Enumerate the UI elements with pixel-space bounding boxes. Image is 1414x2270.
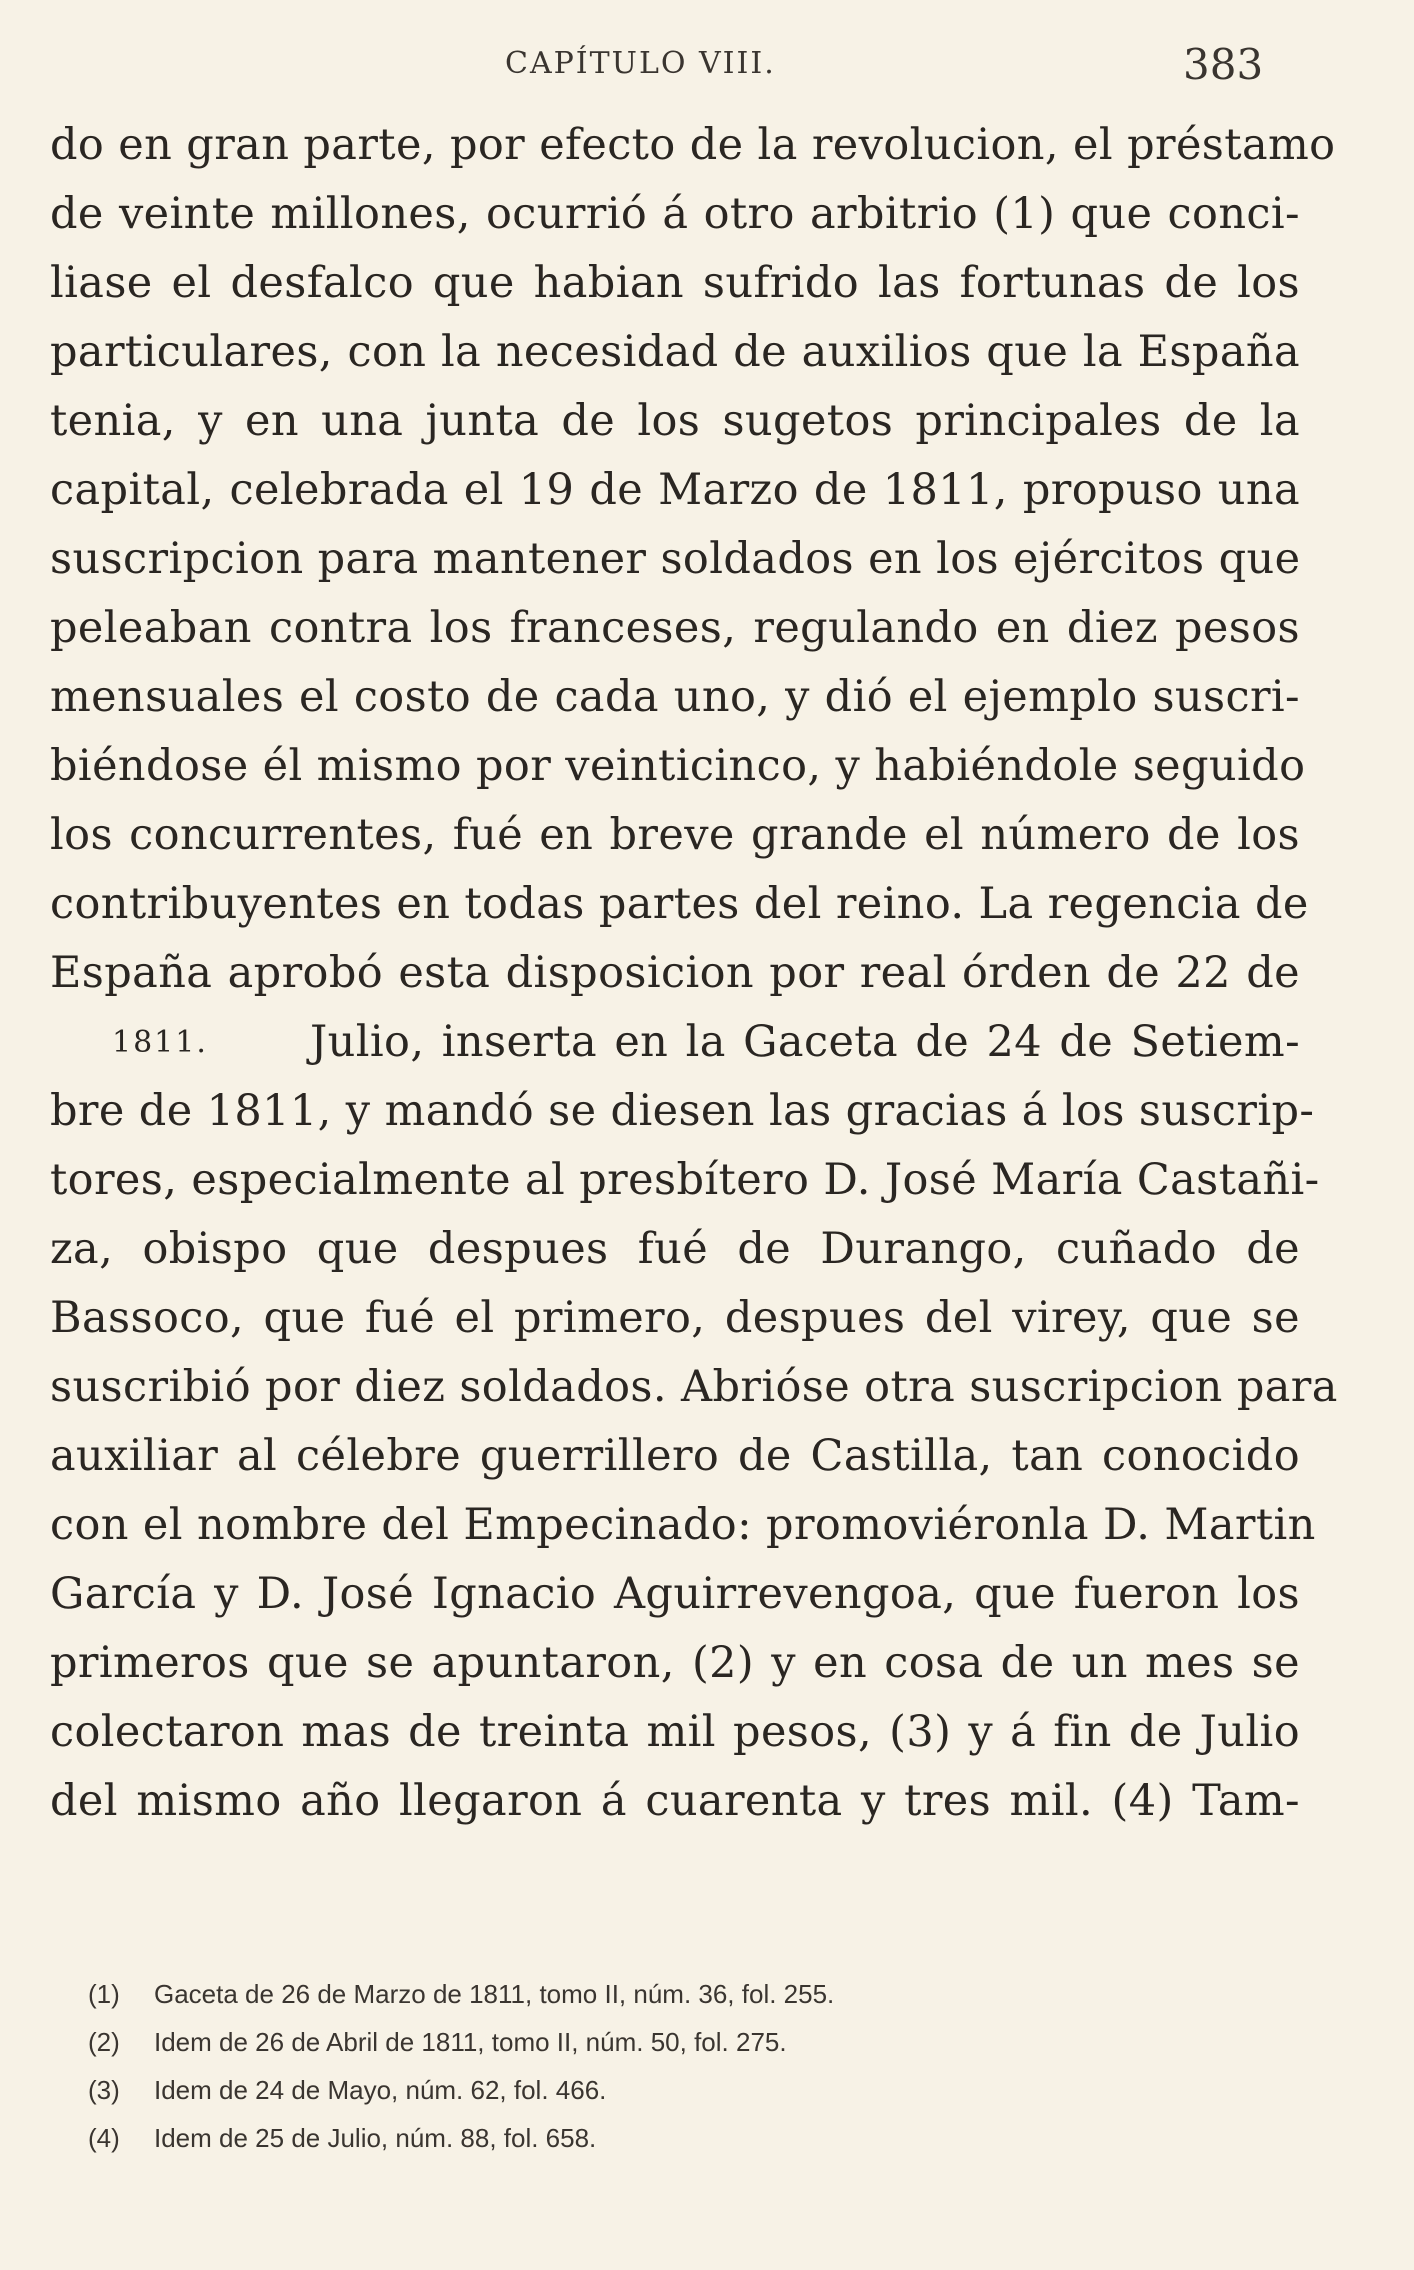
footnote bbox=[88, 2114, 1088, 2162]
text-line: bre de 1811, y mandó se diesen las gracias á los suscrip- bbox=[50, 1086, 1315, 1136]
text-line: García y D. José Ignacio Aguirrevengoa, que fueron los bbox=[50, 1569, 1300, 1619]
text-line: mensuales el costo de cada uno, y dió el ejemplo suscri- bbox=[50, 672, 1300, 722]
text-line: colectaron mas de treinta mil pesos, (3) y á fin de Julio bbox=[50, 1707, 1300, 1757]
text-line: Bassoco, que fué el primero, despues del virey, que se bbox=[50, 1293, 1300, 1343]
footnote-text: Idem de 25 de Julio, núm. 88, fol. 658. bbox=[154, 2123, 597, 2153]
footnote-text: Idem de 24 de Mayo, núm. 62, fol. 466. bbox=[154, 2075, 607, 2105]
text-line: biéndose él mismo por veinticinco, y habiéndole seguido bbox=[50, 741, 1306, 791]
footnote-mark: (2) bbox=[88, 2027, 120, 2057]
footnotes bbox=[88, 1970, 1088, 2162]
footnote bbox=[88, 2066, 1088, 2114]
text-line: liase el desfalco que habian sufrido las fortunas de los bbox=[50, 258, 1300, 308]
text-line: los concurrentes, fué en breve grande el número de los bbox=[50, 810, 1300, 860]
text-line: primeros que se apuntaron, (2) y en cosa de un mes se bbox=[50, 1638, 1300, 1688]
text-line: capital, celebrada el 19 de Marzo de 1811, propuso una bbox=[50, 465, 1300, 515]
text-line: auxiliar al célebre guerrillero de Castilla, tan conocido bbox=[50, 1431, 1300, 1481]
page-header bbox=[0, 40, 1414, 100]
text-line: contribuyentes en todas partes del reino. La regencia de bbox=[50, 879, 1309, 929]
body-text bbox=[50, 111, 1338, 1836]
footnote-mark: (1) bbox=[88, 1979, 120, 2009]
text-line: particulares, con la necesidad de auxilios que la España bbox=[50, 327, 1300, 377]
text-line: tores, especialmente al presbítero D. José María Castañi- bbox=[50, 1155, 1320, 1205]
text-line: tenia, y en una junta de los sugetos principales de la bbox=[50, 396, 1300, 446]
text-line-with-margin-note bbox=[50, 1008, 1300, 1077]
text-line: del mismo año llegaron á cuarenta y tres mil. (4) Tam- bbox=[50, 1776, 1300, 1826]
text-line: peleaban contra los franceses, regulando en diez pesos bbox=[50, 603, 1300, 653]
running-title: CAPÍTULO VIII. bbox=[505, 46, 776, 81]
text-line: Julio, inserta en la Gaceta de 24 de Setiem- bbox=[310, 1017, 1300, 1067]
footnote-text: Gaceta de 26 de Marzo de 1811, tomo II, núm. 36, fol. 255. bbox=[154, 1979, 835, 2009]
page-number: 383 bbox=[1183, 40, 1264, 89]
footnote-text: Idem de 26 de Abril de 1811, tomo II, núm. 50, fol. 275. bbox=[154, 2027, 787, 2057]
footnote-mark: (4) bbox=[88, 2123, 120, 2153]
text-line: suscripcion para mantener soldados en los ejércitos que bbox=[50, 534, 1301, 584]
text-line: con el nombre del Empecinado: promoviéronla D. Martin bbox=[50, 1500, 1316, 1550]
footnote bbox=[88, 1970, 1088, 2018]
text-line: suscribió por diez soldados. Abrióse otra suscripcion para bbox=[50, 1362, 1338, 1412]
margin-year-note: 1811. bbox=[112, 1025, 208, 1060]
text-line: de veinte millones, ocurrió á otro arbitrio (1) que conci- bbox=[50, 189, 1300, 239]
text-line: do en gran parte, por efecto de la revolucion, el préstamo bbox=[50, 120, 1336, 170]
text-line: España aprobó esta disposicion por real órden de 22 de bbox=[50, 948, 1300, 998]
footnote-mark: (3) bbox=[88, 2075, 120, 2105]
text-line: za, obispo que despues fué de Durango, cuñado de bbox=[50, 1224, 1300, 1274]
footnote bbox=[88, 2018, 1088, 2066]
